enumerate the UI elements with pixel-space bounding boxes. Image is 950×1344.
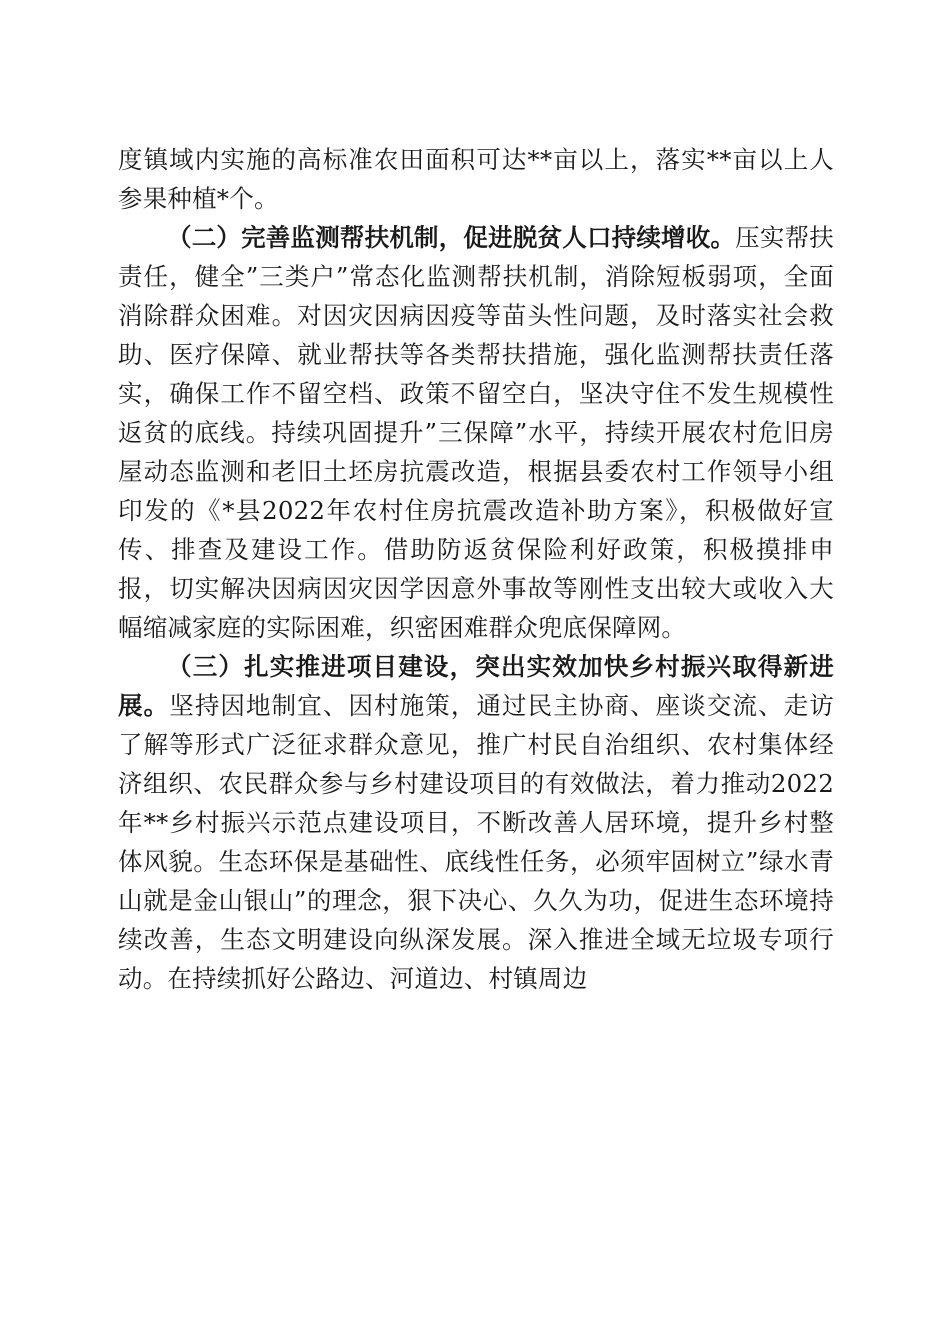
paragraph-monitoring-assistance: [118, 218, 834, 647]
paragraph-continuation: [118, 140, 834, 218]
paragraph-project-construction: [118, 647, 834, 998]
paragraph-text: 度镇域内实施的高标准农田面积可达**亩以上，落实**亩以上人参果种植*个。: [118, 145, 834, 213]
section-heading-3: （三）扎实推进项目建设，突出实效加快乡村振兴取得新进展。: [118, 652, 834, 720]
paragraph-text: 压实帮扶责任，健全”三类户”常态化监测帮扶机制，消除短板弱项，全面消除群众困难。对因灾因病因疫等苗头性问题，及时落实社会救助、医疗保障、就业帮扶等各类帮扶措施，强化监测帮扶责任落实，确保工作不留空档、政策不留空白，坚决守住不发生规模性返贫的底线。持续巩固提升”三保障”水平，持续开展农村危旧房屋动态监测和老旧土坯房抗震改造，根据县委农村工作领导小组印发的《*县2022年农村住房抗震改造补助方案》，积极做好宣传、排查及建设工作。借助防返贫保险利好政策，积极摸排申报，切实解决因病因灾因学因意外事故等刚性支出较大或收入大幅缩减家庭的实际困难，织密困难群众兜底保障网。: [118, 223, 834, 642]
document-body: [118, 140, 834, 998]
section-heading-2: （二）完善监测帮扶机制，促进脱贫人口持续增收。: [167, 223, 736, 252]
paragraph-text: 坚持因地制宜、因村施策，通过民主协商、座谈交流、走访了解等形式广泛征求群众意见，推广村民自治组织、农村集体经济组织、农民群众参与乡村建设项目的有效做法，着力推动2022年**乡村振兴示范点建设项目，不断改善人居环境，提升乡村整体风貌。生态环保是基础性、底线性任务，必须牢固树立”绿水青山就是金山银山”的理念，狠下决心、久久为功，促进生态环境持续改善，生态文明建设向纵深发展。深入推进全域无垃圾专项行动。在持续抓好公路边、河道边、村镇周边: [118, 691, 834, 993]
